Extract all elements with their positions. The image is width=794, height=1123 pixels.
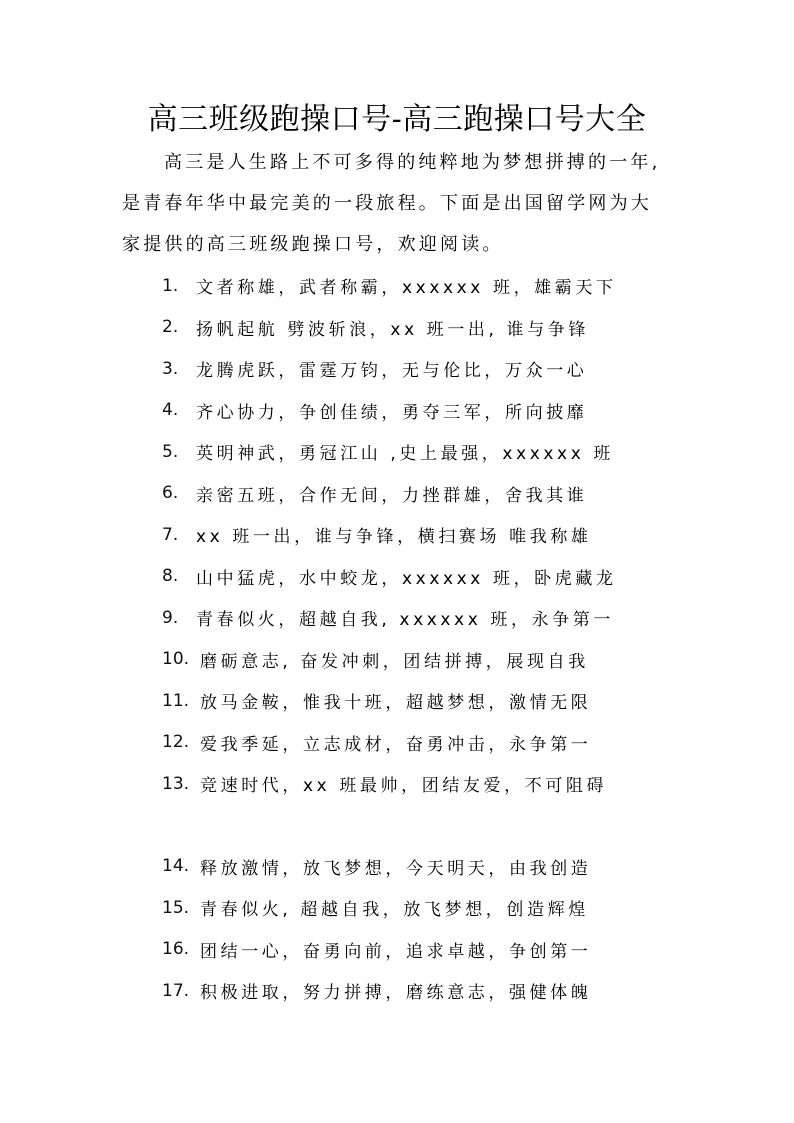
list-number: 14.	[162, 856, 190, 877]
list-number: 1.	[162, 275, 179, 296]
list-number: 16.	[162, 939, 190, 960]
list-item	[162, 348, 617, 390]
slogan-text: 亲密五班，合作无间，力挫群雄，舍我其谁	[196, 485, 588, 506]
slogan-text: 放马金鞍，惟我十班，超越梦想，激情无限	[200, 693, 592, 714]
list-number: 3.	[162, 358, 179, 379]
intro-line: 高三是人生路上不可多得的纯粹地为梦想拼搏的一年,	[164, 152, 661, 173]
slogan-text: 山中猛虎，水中蛟龙，xxxxxx 班，卧虎藏龙	[196, 568, 617, 589]
list-number: 7.	[162, 524, 179, 545]
intro-paragraph	[122, 142, 662, 265]
list-number: 12.	[162, 732, 190, 753]
slogan-text: 青春似火，超越自我, xxxxxx 班，永争第一	[196, 610, 614, 631]
list-number: 6.	[162, 483, 179, 504]
list-number: 10.	[162, 649, 190, 670]
slogan-text: 释放激情，放飞梦想，今天明天，由我创造	[200, 858, 592, 879]
list-number: 13.	[162, 773, 190, 794]
list-item	[162, 846, 617, 888]
list-item	[162, 639, 617, 681]
list-item	[162, 307, 617, 349]
list-item	[162, 265, 617, 307]
list-item	[162, 763, 617, 805]
slogan-text: 青春似火, 超越自我，放飞梦想，创造辉煌	[200, 900, 589, 921]
list-item	[162, 431, 617, 473]
page-title: 高三班级跑操口号-高三跑操口号大全	[147, 102, 647, 137]
list-item	[162, 473, 617, 515]
list-item	[162, 556, 617, 598]
list-number: 5.	[162, 441, 179, 462]
list-number: 4.	[162, 400, 179, 421]
list-number: 17.	[162, 980, 190, 1001]
slogan-text: 爱我季延，立志成材，奋勇冲击，永争第一	[200, 734, 592, 755]
list-item	[162, 390, 617, 432]
slogan-text: 文者称雄，武者称霸，xxxxxx 班，雄霸天下	[196, 278, 617, 299]
slogan-text: 英明神武，勇冠江山 ,史上最强，xxxxxx 班	[196, 444, 614, 465]
list-number: 11.	[162, 690, 190, 711]
slogan-text: 龙腾虎跃，雷霆万钧，无与伦比，万众一心	[196, 361, 588, 382]
list-number: 8.	[162, 566, 179, 587]
slogan-text: 竞速时代，xx 班最帅，团结友爱，不可阻碍	[200, 776, 608, 797]
slogan-text: 积极进取，努力拼搏，磨练意志，强健体魄	[200, 983, 592, 1004]
list-item	[162, 887, 617, 929]
intro-line: 是青春年华中最完美的一段旅程。下面是出国留学网为大	[122, 193, 652, 214]
list-number: 2.	[162, 317, 179, 338]
slogan-text: 团结一心，奋勇向前，追求卓越，争创第一	[200, 941, 592, 962]
list-number: 15.	[162, 897, 190, 918]
intro-line: 家提供的高三班级跑操口号，欢迎阅读。	[122, 234, 504, 255]
slogan-list	[162, 265, 617, 1012]
list-item	[162, 680, 617, 722]
slogan-text: xx 班一出，谁与争锋，横扫赛场 唯我称雄	[196, 527, 592, 548]
list-item	[162, 597, 617, 639]
list-item	[162, 929, 617, 971]
slogan-text: 扬帆起航 劈波斩浪，xx 班一出, 谁与争锋	[196, 319, 589, 340]
slogan-text: 磨砺意志, 奋发冲刺，团结拼搏，展现自我	[200, 651, 589, 672]
list-item	[162, 514, 617, 556]
slogan-text: 齐心协力，争创佳绩，勇夺三军，所向披靡	[196, 402, 588, 423]
list-item	[162, 722, 617, 764]
list-item	[162, 970, 617, 1012]
list-number: 9.	[162, 607, 179, 628]
